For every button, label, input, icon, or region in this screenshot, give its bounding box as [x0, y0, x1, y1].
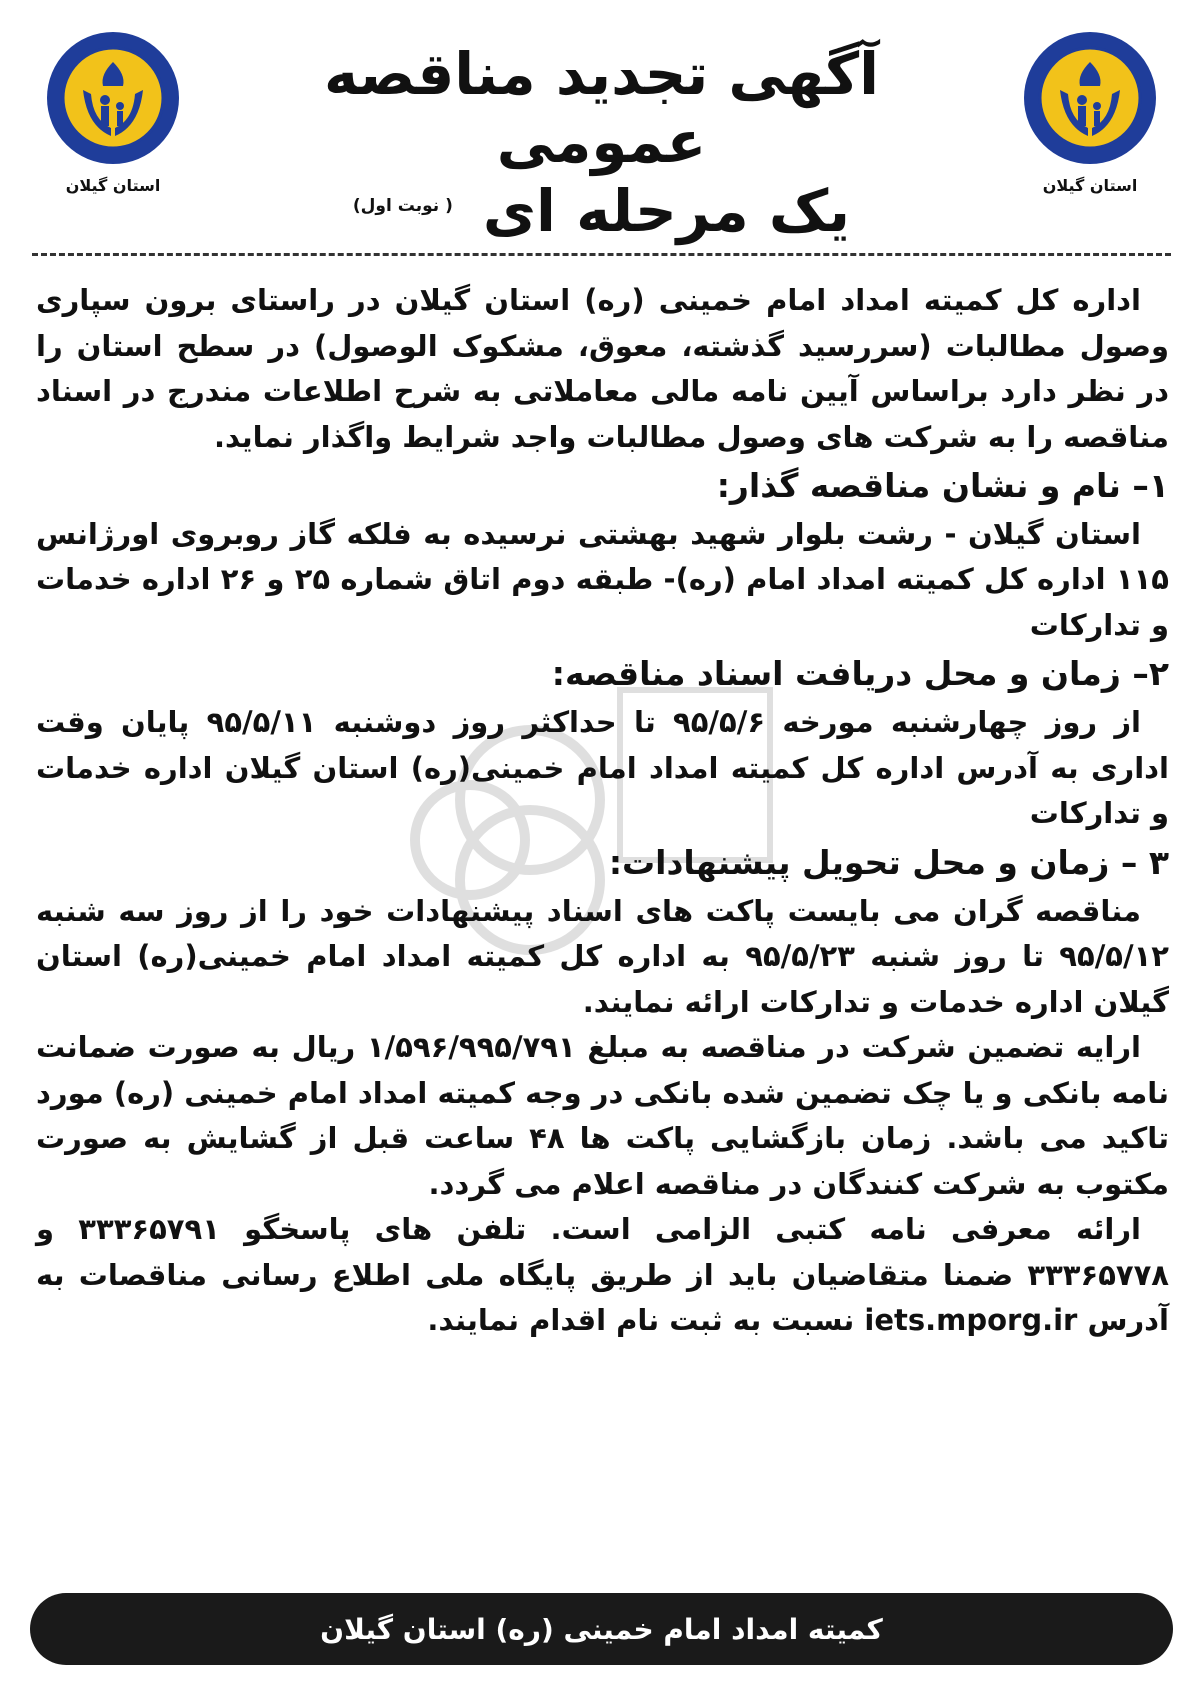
section-2-heading: ۲– زمان و محل دریافت اسناد مناقصه: [551, 654, 1169, 694]
section-3-heading: ۳ – زمان و محل تحویل پیشنهادات: [608, 842, 1169, 882]
section-2-text: از روز چهارشنبه مورخه ۹۵/۵/۶ تا حداکثر روز دوشنبه ۹۵/۵/۱۱ پایان وقت اداری به آدرس اداره کل کمیته امداد امام خمینی(ره) استان گیلان اداره خدمات و تدارکات [36, 705, 1169, 831]
contact-paragraph: ارائه معرفی نامه کتبی الزامی است. تلفن های پاسخگو ۳۳۳۶۵۷۹۱ و ۳۳۳۶۵۷۷۸ ضمنا متقاضیان باید از طریق پایگاه ملی اطلاع رسانی مناقصات به آدرس iets.mporg.ir نسبت به ثبت نام اقدام نمایند. [36, 1212, 1169, 1338]
section-3-text: مناقصه گران می بایست پاکت های اسناد پیشنهادات خود را از روز سه شنبه ۹۵/۵/۱۲ تا روز شنبه ۹۵/۵/۲۳ به اداره کل کمیته امداد امام خمینی(ره) استان گیلان اداره خدمات و تدارکات ارائه نمایند. [36, 893, 1169, 1019]
intro-paragraph: اداره کل کمیته امداد امام خمینی (ره) استان گیلان در راستای برون سپاری وصول مطالبات (سررسید گذشته، معوق، مشکوک الوصول) در سطح استان را در نظر دارد براساس آیین نامه مالی معاملاتی به شرح اطلاعات مندرج در اسناد مناقصه را به شرکت های وصول مطالبات واجد شرایط واگذار نماید. [36, 283, 1169, 454]
announcement-body [36, 278, 1169, 1344]
title-block [230, 40, 973, 245]
logo-left-caption: استان گیلان [65, 176, 161, 195]
round-note: ( نوبت اول) [352, 196, 453, 217]
footer-banner [30, 1593, 1173, 1665]
header-divider [32, 253, 1171, 256]
page-subtitle: یک مرحله ای [482, 176, 851, 245]
logo-left [38, 28, 188, 195]
relief-committee-logo-icon [43, 28, 183, 168]
title-row-2 [230, 177, 973, 245]
guarantee-paragraph: ارایه تضمین شرکت در مناقصه به مبلغ ۱/۵۹۶/۹۹۵/۷۹۱ ریال به صورت ضمانت نامه بانکی و یا چک تضمین شده بانکی در وجه کمیته امداد امام خمینی (ره) مورد تاکید می باشد. زمان بازگشایی پاکت ها ۴۸ ساعت قبل از گشایش به صورت مکتوب به شرکت کنندگان در مناقصه اعلام می گردد. [36, 1030, 1169, 1201]
footer-text: کمیته امداد امام خمینی (ره) استان گیلان [320, 1612, 883, 1646]
logo-right [1015, 28, 1165, 195]
section-1-heading: ۱– نام و نشان مناقصه گذار: [716, 466, 1169, 506]
logo-right-caption: استان گیلان [1042, 176, 1138, 195]
relief-committee-logo-icon [1020, 28, 1160, 168]
section-1-text: استان گیلان - رشت بلوار شهید بهشتی نرسیده به فلکه گاز روبروی اورژانس ۱۱۵ اداره کل کمیته امداد امام (ره)- طبقه دوم اتاق شماره ۲۵ و ۲۶ اداره خدمات و تدارکات [36, 516, 1169, 642]
page-title: آگهی تجدید مناقصه عمومی [324, 40, 879, 177]
